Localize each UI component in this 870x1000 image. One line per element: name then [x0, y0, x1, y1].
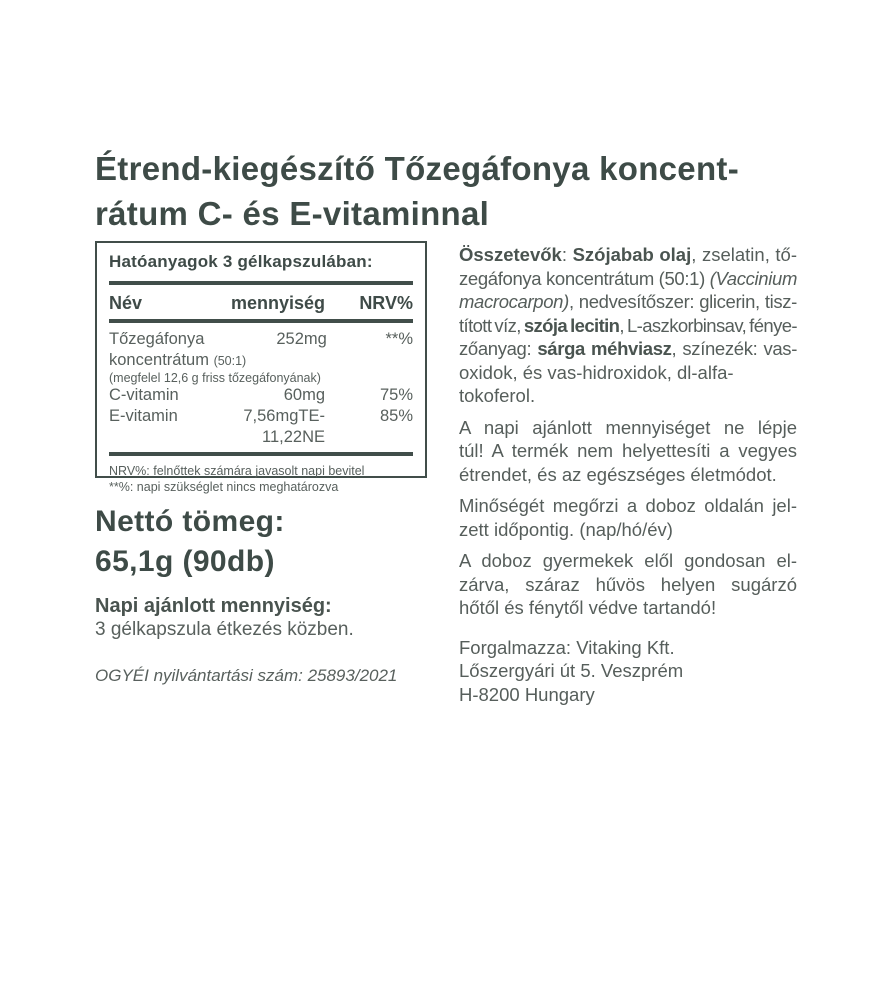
product-title-line1: Étrend-kiegészítő Tőzegáfonya koncent- [95, 150, 739, 187]
distributor-street: Lőszergyári út 5. Veszprém [459, 660, 684, 681]
divider [109, 281, 413, 285]
latin-name: macrocarpon) [459, 291, 569, 312]
dosage-label: Napi ajánlott mennyiség: [95, 595, 332, 617]
ingredient-name-line2: koncentrátum (50:1) [109, 351, 247, 369]
divider [109, 319, 413, 323]
ingredient-nrv: 85% [379, 407, 413, 425]
ratio-note: (50:1) [213, 354, 247, 368]
ingredient-amount: 7,56mgTE-11,22NE [243, 407, 325, 446]
col-header-nrv: NRV% [359, 293, 413, 313]
dosage-text: 3 gélkapszula étkezés közben. [95, 619, 354, 640]
product-title [95, 146, 805, 236]
product-title-line2: rátum C- és E-vitaminnal [95, 195, 490, 232]
col-header-amount: mennyiség [230, 293, 325, 313]
ingredients-heading: Összetevők [459, 244, 562, 265]
facts-table-title: Hatóanyagok 3 gélkapszulában: [109, 252, 373, 271]
ingredient-nrv: **% [385, 330, 413, 348]
right-column [459, 243, 797, 714]
supplement-facts-table [95, 241, 427, 494]
distributor-block [459, 636, 797, 707]
registration-number: OGYÉI nyilvántartási szám: 25893/2021 [95, 666, 398, 685]
footnote-nrv: NRV%: felnőttek számára javasolt napi bevitel [109, 464, 365, 478]
divider [109, 452, 413, 456]
net-weight-value: 65,1g (90db) [95, 545, 275, 578]
col-header-name: Név [109, 293, 143, 313]
facts-header-row [109, 291, 413, 316]
footnote-asterisk: **%: napi szükséglet nincs meghatározva [109, 480, 339, 494]
latin-name: (Vaccinium [709, 267, 797, 289]
shelf-life-paragraph: Minőségét megőrzi a doboz oldalán jel- zett időpontig. (nap/hó/év) [459, 495, 797, 540]
net-weight-label: Nettó tömeg: [95, 505, 285, 538]
table-row-vitamin-e [109, 406, 413, 448]
intake-warning-paragraph: A napi ajánlott mennyiséget ne lépje túl! A termék nem helyettesíti a vegyes étrendet, és az egészséges életmódot. [459, 416, 797, 485]
ingredients-paragraph: Összetevők: Szójabab olaj, zselatin, tő- zegáfonya koncentrátum (50:1) (Vaccinium macrocarpon), nedvesítőszer: glicerin, tisz- tított víz, szója lecitin, L-aszkorbinsav, fénye- zőanyag: sárga méhviasz, színezék: vas- oxidok, és vas-hidroxidok, dl-alfa-tokoferol. [459, 244, 798, 406]
distributor-name: Forgalmazza: Vitaking Kft. [459, 636, 675, 658]
distributor-country: H-8200 Hungary [459, 683, 595, 705]
ingredient-amount: 252mg [276, 330, 327, 348]
equivalence-note: (megfelel 12,6 g friss tőzegáfonyának) [109, 371, 321, 385]
dosage-block [95, 594, 354, 642]
net-weight [95, 502, 285, 582]
storage-paragraph: A doboz gyermekek elől gondosan el- zárva, száraz hűvös helyen sugárzó hőtől és fénytől védve tartandó! [459, 550, 797, 618]
table-row-vitamin-c [109, 385, 413, 406]
ingredient-amount: 60mg [283, 386, 325, 404]
ingredient-name: E-vitamin [109, 407, 178, 425]
ingredient-name: Tőzegáfonya [109, 330, 205, 348]
table-row-cranberry [97, 328, 425, 385]
table-footnotes [109, 463, 413, 495]
ingredient-name: C-vitamin [109, 386, 179, 404]
ingredient-nrv: 75% [379, 386, 413, 404]
